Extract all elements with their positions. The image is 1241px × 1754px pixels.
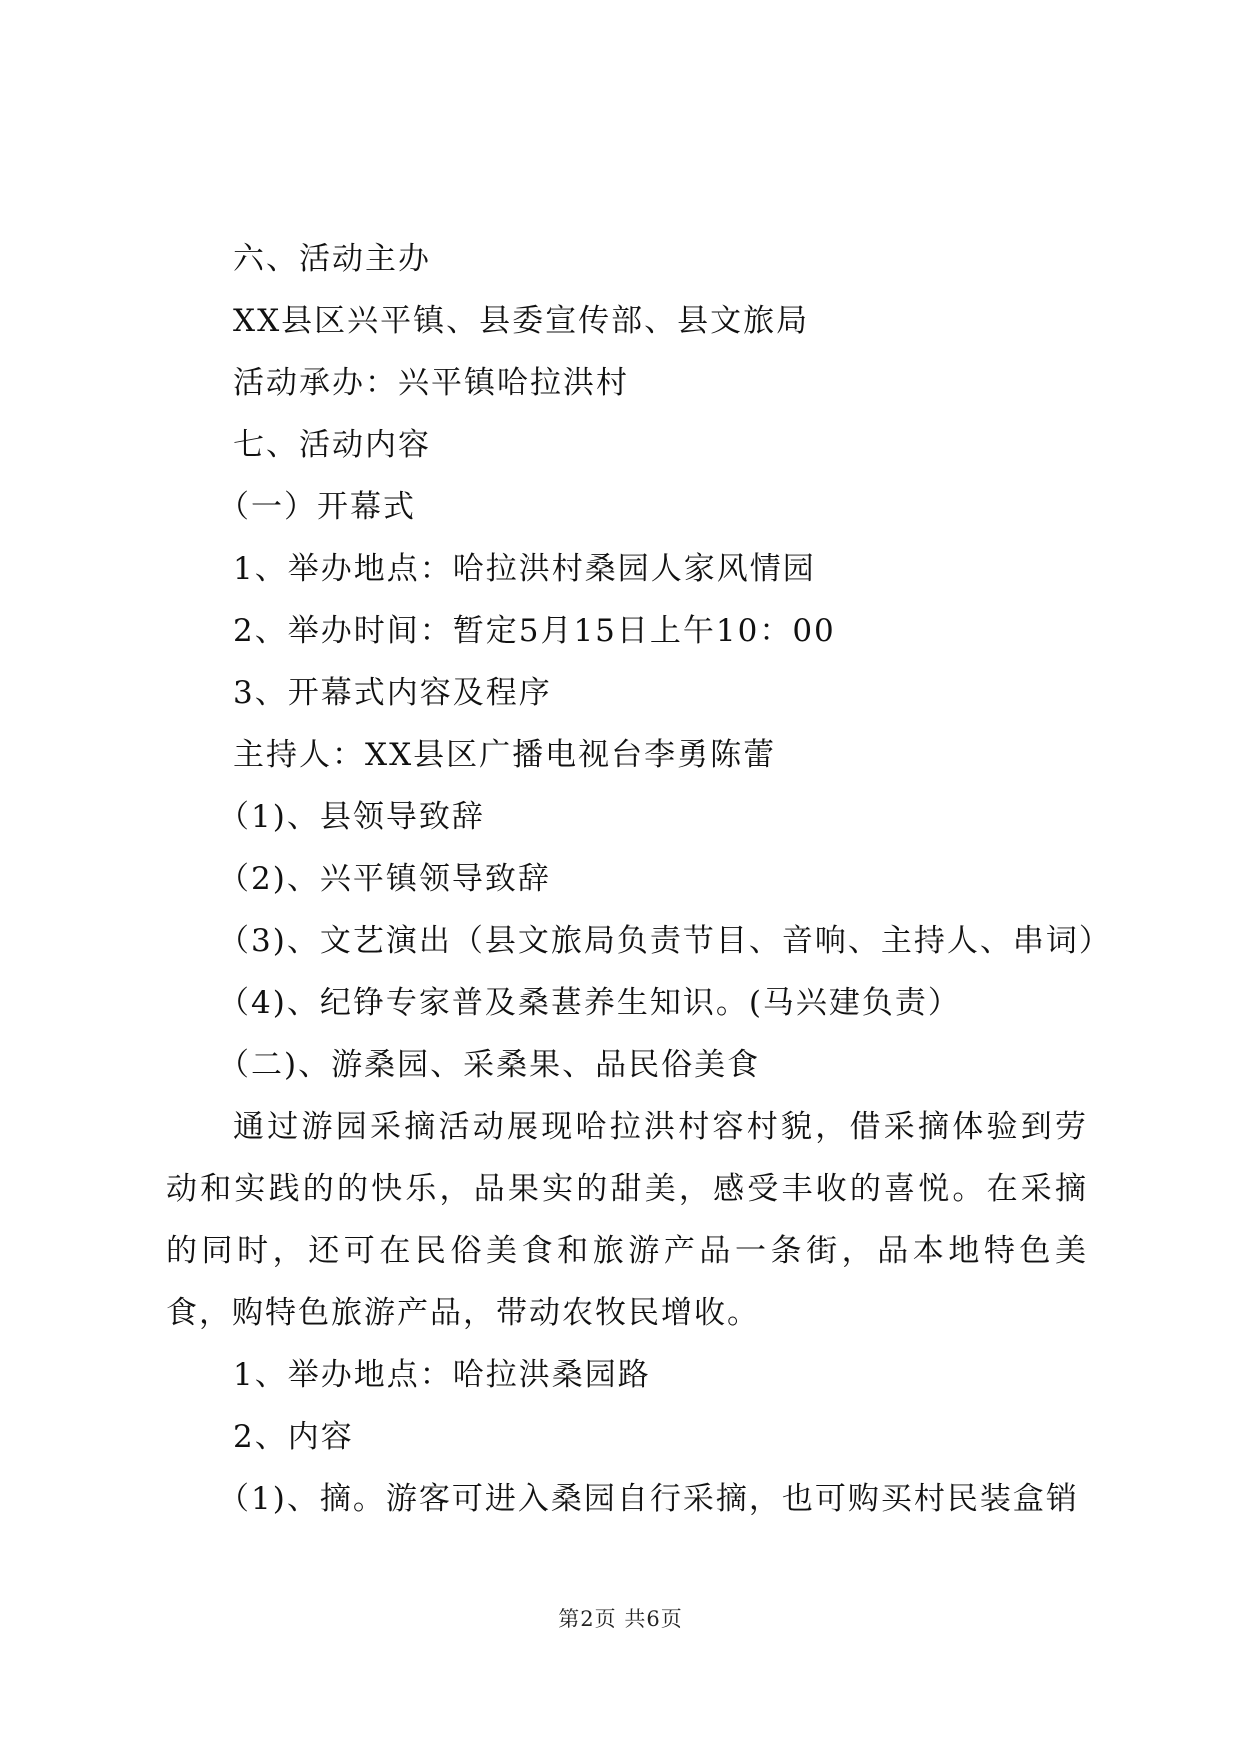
program-item-2: （2)、兴平镇领导致辞	[218, 861, 551, 897]
time-line: 2、举办时间：暂定5月15日上午10：00	[233, 613, 836, 649]
program-item-4: （4)、纪铮专家普及桑葚养生知识。(马兴建负责）	[218, 985, 961, 1021]
venue-line: 1、举办地点：哈拉洪村桑园人家风情园	[233, 551, 816, 587]
co-organizer: 活动承办：兴平镇哈拉洪村	[233, 365, 629, 401]
organizer-list: XX县区兴平镇、县委宣传部、县文旅局	[233, 303, 810, 339]
tour-content-item-1: （1)、摘。游客可进入桑园自行采摘，也可购买村民装盒销	[218, 1481, 1079, 1517]
subheading-garden-tour: （二)、游桑园、采桑果、品民俗美食	[218, 1047, 761, 1083]
section-heading-organizer: 六、活动主办	[233, 241, 431, 277]
subheading-opening-ceremony: （一）开幕式	[218, 489, 416, 525]
program-item-1: （1)、县领导致辞	[218, 799, 485, 835]
document-body	[166, 228, 1112, 1530]
tour-content-heading: 2、内容	[233, 1419, 354, 1455]
page-number-footer: 第2页 共6页	[558, 1607, 683, 1631]
section-heading-content: 七、活动内容	[233, 427, 431, 463]
program-heading: 3、开幕式内容及程序	[233, 675, 552, 711]
host-line: 主持人：XX县区广播电视台李勇陈蕾	[233, 737, 777, 773]
program-item-3: （3)、文艺演出（县文旅局负责节目、音响、主持人、串词）	[218, 923, 1112, 959]
tour-venue-line: 1、举办地点：哈拉洪桑园路	[233, 1357, 651, 1393]
garden-tour-paragraph: 通过游园采摘活动展现哈拉洪村容村貌，借采摘体验到劳动和实践的的快乐，品果实的甜美，感受丰收的喜悦。在采摘的同时，还可在民俗美食和旅游产品一条街，品本地特色美食，购特色旅游产品，带动农牧民增收。	[166, 1109, 1088, 1331]
